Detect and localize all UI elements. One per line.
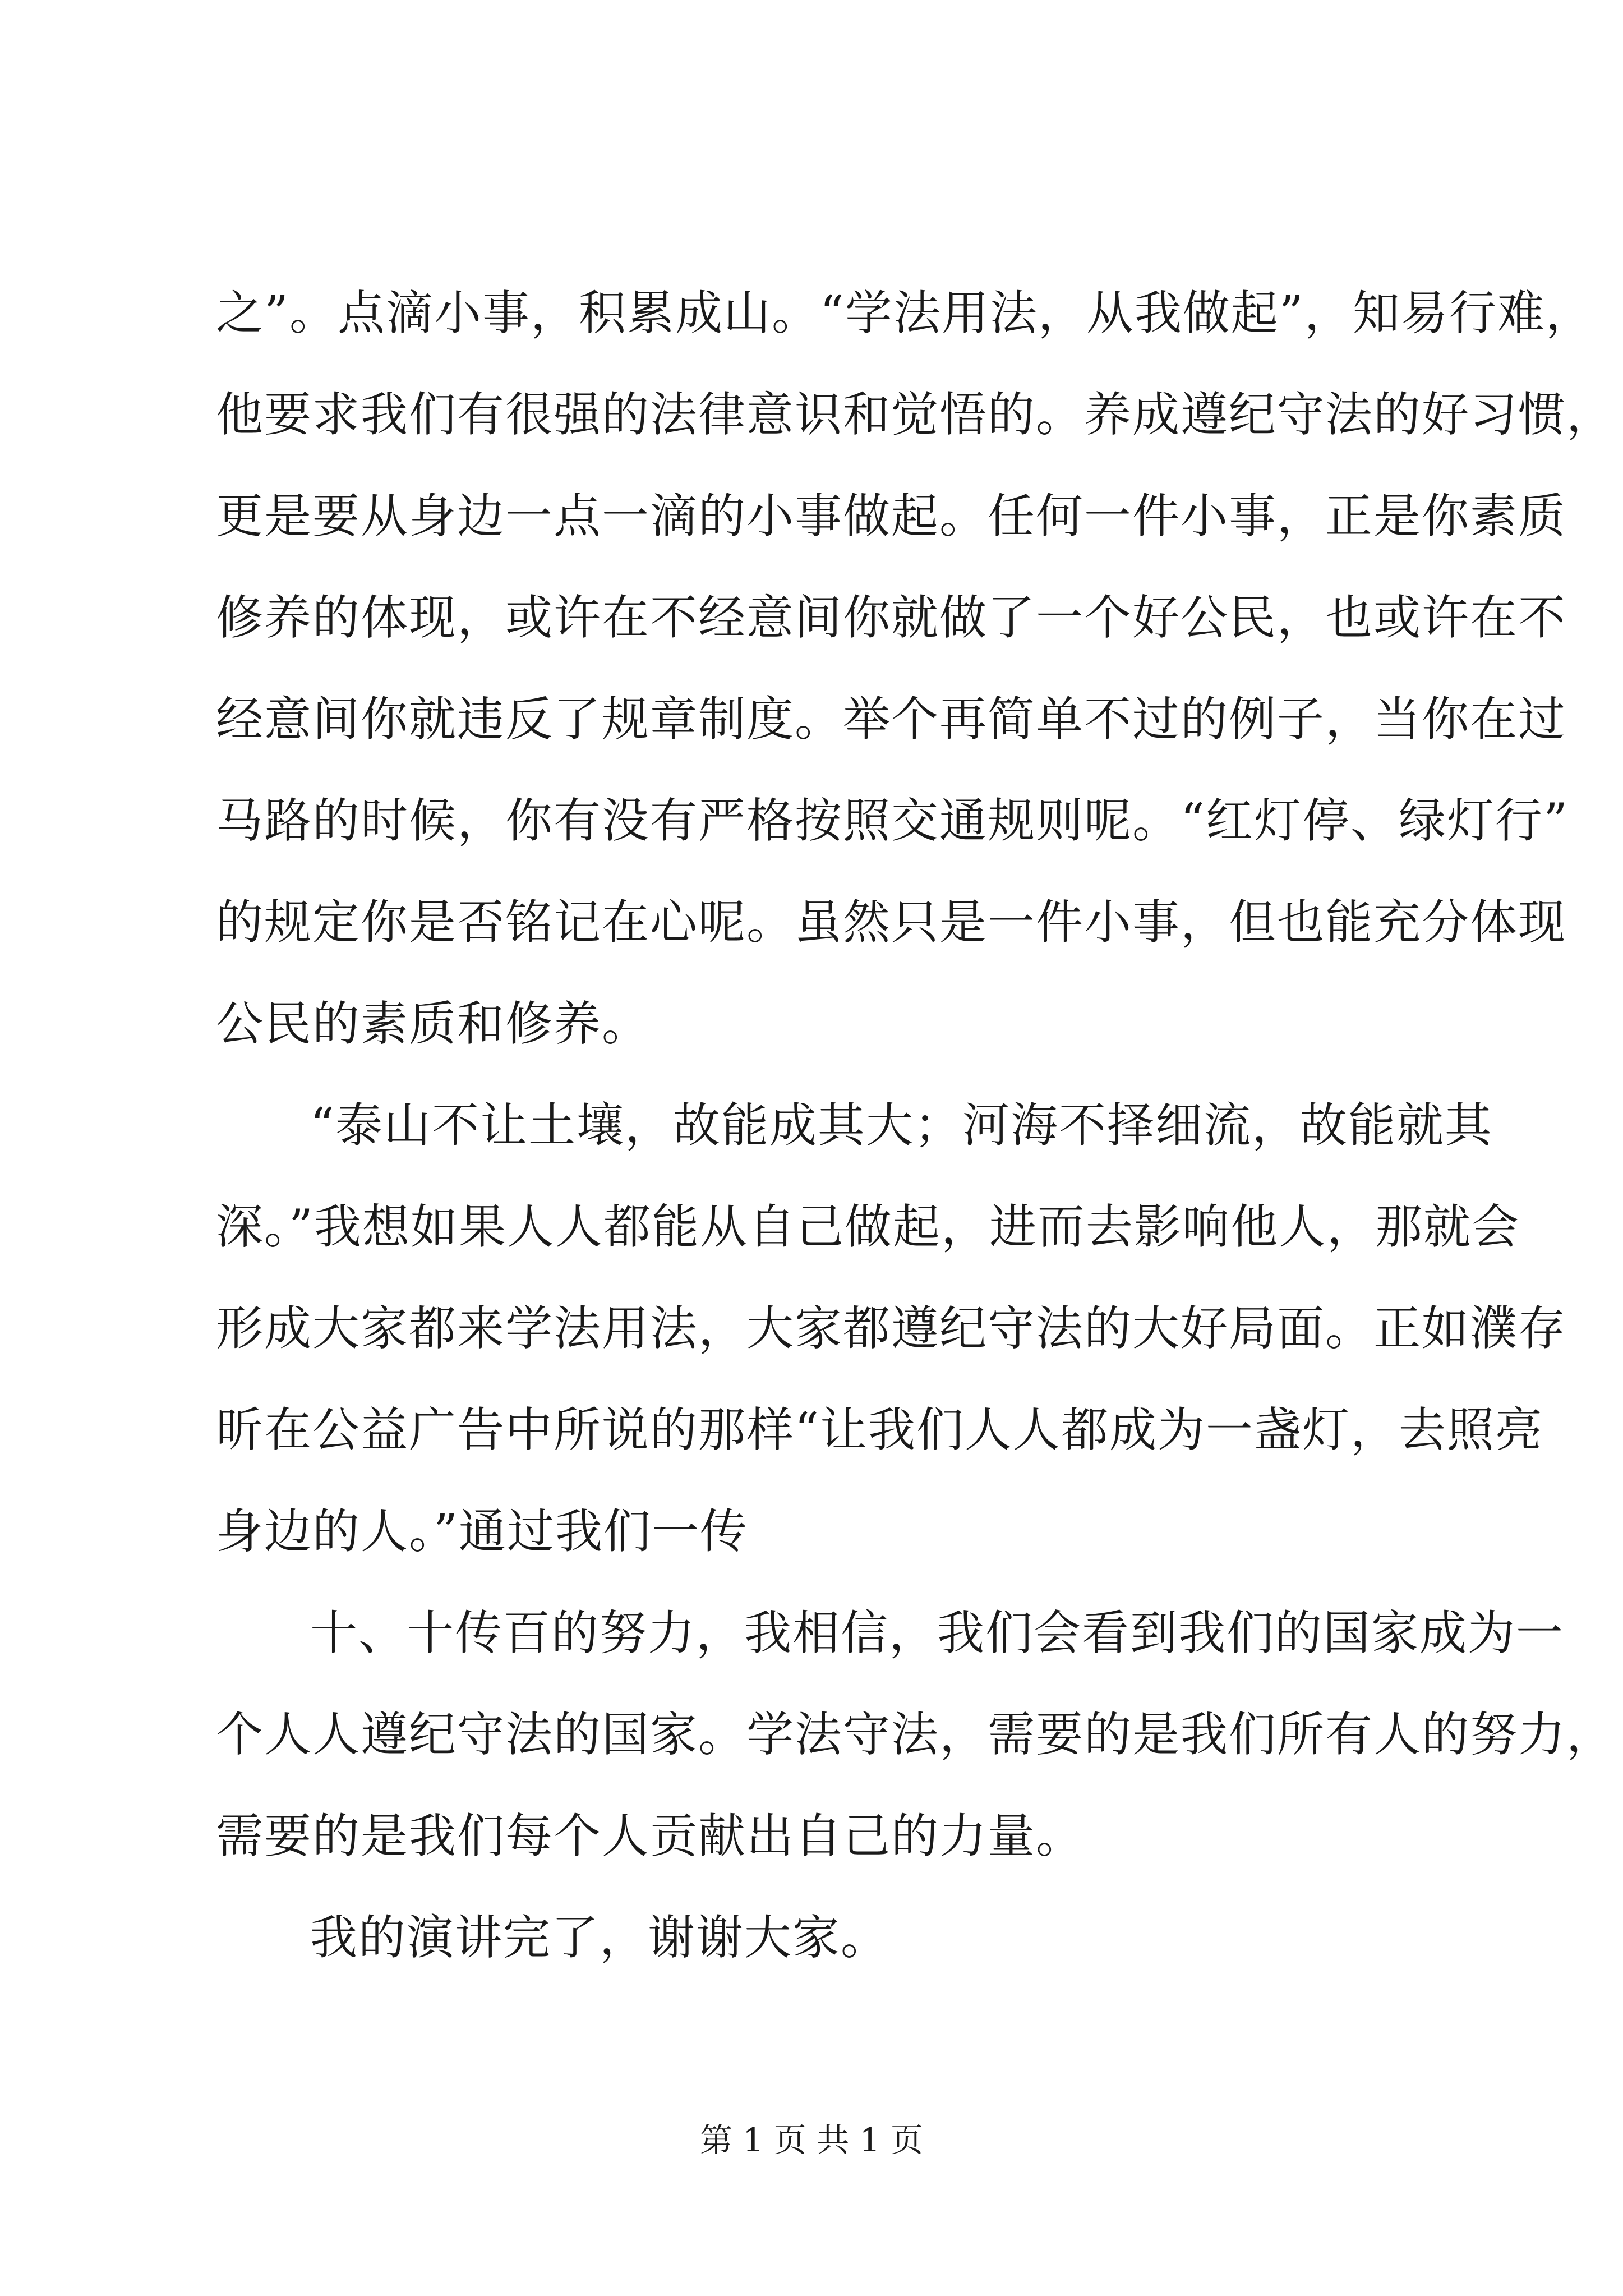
text-line: 经意间你就违反了规章制度。举个再简单不过的例子，当你在过 [216,692,1567,747]
text-line: 修养的体现，或许在不经意间你就做了一个好公民，也或许在不 [216,590,1567,645]
page-footer: 第 1 页 共 1 页 [700,2121,923,2159]
text-line: 马路的时候，你有没有严格按照交通规则呢。“红灯停、绿灯行” [216,793,1569,848]
text-line: 个人人遵纪守法的国家。学法守法，需要的是我们所有人的努力， [216,1707,1615,1762]
text-line: 公民的素质和修养。 [216,996,651,1051]
text-line: 身边的人。”通过我们一传 [216,1504,748,1559]
body-text [216,263,1615,1989]
text-line: 昕在公益广告中所说的那样“让我们人人都成为一盏灯，去照亮 [216,1402,1543,1457]
text-line: 深。”我想如果人人都能从自己做起，进而去影响他人，那就会 [216,1199,1520,1254]
text-line: 之”。点滴小事，积累成山。“学法用法，从我做起”，知易行难， [216,286,1594,341]
text-line: 形成大家都来学法用法，大家都遵纪守法的大好局面。正如濮存 [216,1301,1567,1356]
text-line: 需要的是我们每个人贡献出自己的力量。 [216,1809,1085,1864]
text-line: 的规定你是否铭记在心呢。虽然只是一件小事，但也能充分体现 [216,895,1567,950]
text-line: 我的演讲完了，谢谢大家。 [310,1910,889,1965]
text-line: 他要求我们有很强的法律意识和觉悟的。养成遵纪守法的好习惯， [216,387,1615,442]
text-line: “泰山不让土壤，故能成其大；河海不择细流，故能就其 [310,1098,1493,1153]
text-line: 十、十传百的努力，我相信，我们会看到我们的国家成为一 [310,1605,1565,1660]
text-line: 更是要从身边一点一滴的小事做起。任何一件小事，正是你素质 [216,489,1567,544]
